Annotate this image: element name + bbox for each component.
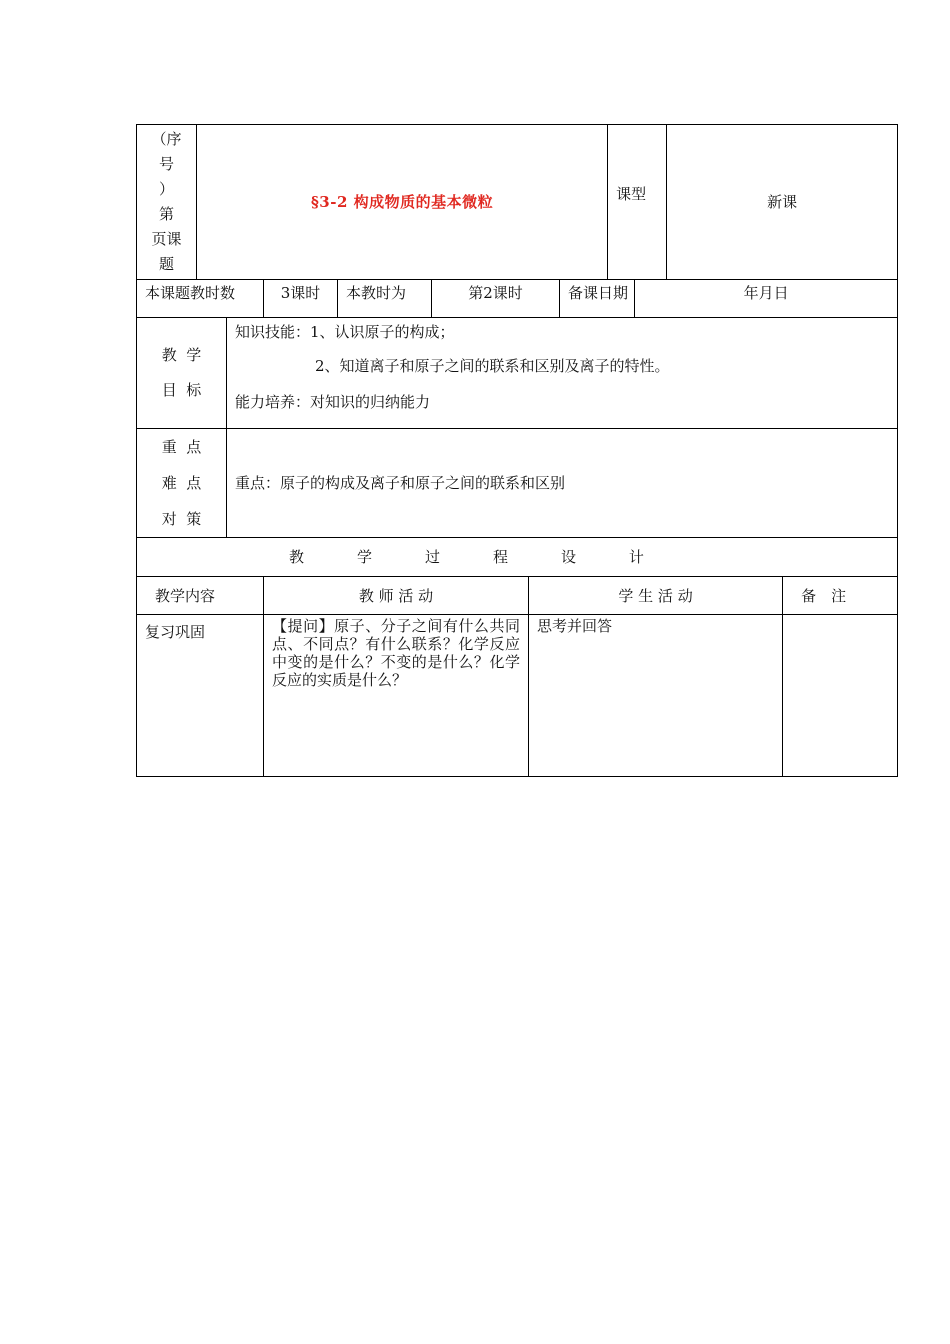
prep-date-label: 备课日期 xyxy=(560,280,635,318)
goals-row xyxy=(137,318,898,429)
key-points-text: 重点：原子的构成及离子和原子之间的联系和区别 xyxy=(227,429,898,538)
goal-ability: 能力培养：对知识的归纳能力 xyxy=(235,393,431,411)
goals-label-cell xyxy=(137,318,227,429)
key-points-label: 重 点 难 点 对 策 xyxy=(161,437,202,528)
process-title-row xyxy=(137,538,898,577)
key-points-row xyxy=(137,429,898,538)
type-label: 课型 xyxy=(608,125,667,280)
current-hour-value: 第2课时 xyxy=(432,280,560,318)
row-notes xyxy=(783,615,898,777)
current-hour-label: 本教时为 xyxy=(338,280,432,318)
goal-knowledge-2: 2、知道离子和原子之间的联系和区别及离子的特性。 xyxy=(315,357,670,375)
goals-content xyxy=(227,318,898,429)
total-hours-value: 3课时 xyxy=(264,280,338,318)
goal-knowledge: 知识技能：1、认识原子的构成； xyxy=(235,323,455,341)
type-value: 新课 xyxy=(667,125,898,280)
row-content: 复习巩固 xyxy=(137,615,264,777)
col-student-header: 学 生 活 动 xyxy=(529,577,783,615)
lesson-title: §3-2 构成物质的基本微粒 xyxy=(197,125,608,280)
serial-cell xyxy=(137,125,197,280)
col-content-header: 教学内容 xyxy=(137,577,264,615)
total-hours-label: 本课题教时数 xyxy=(137,280,264,318)
process-title-cell xyxy=(137,538,898,577)
header-row xyxy=(137,125,898,280)
lesson-plan-table xyxy=(136,124,898,777)
process-header-row xyxy=(137,577,898,615)
row-student-activity: 思考并回答 xyxy=(529,615,783,777)
info-row xyxy=(137,280,898,318)
row-teacher-activity: 【提问】原子、分子之间有什么共同点、不同点？有什么联系？化学反应中变的是什么？不变的是什么？化学反应的实质是什么？ xyxy=(264,615,529,777)
process-title: 教 学 过 程 设 计 xyxy=(289,548,644,566)
goals-label: 教 学 目 标 xyxy=(161,346,202,399)
table-row xyxy=(137,615,898,777)
prep-date-value: 年月日 xyxy=(635,280,898,318)
col-notes-header: 备 注 xyxy=(783,577,898,615)
col-teacher-header: 教 师 活 动 xyxy=(264,577,529,615)
key-points-label-cell xyxy=(137,429,227,538)
serial-label: （序 号 ） 第 页课 题 xyxy=(151,130,182,273)
